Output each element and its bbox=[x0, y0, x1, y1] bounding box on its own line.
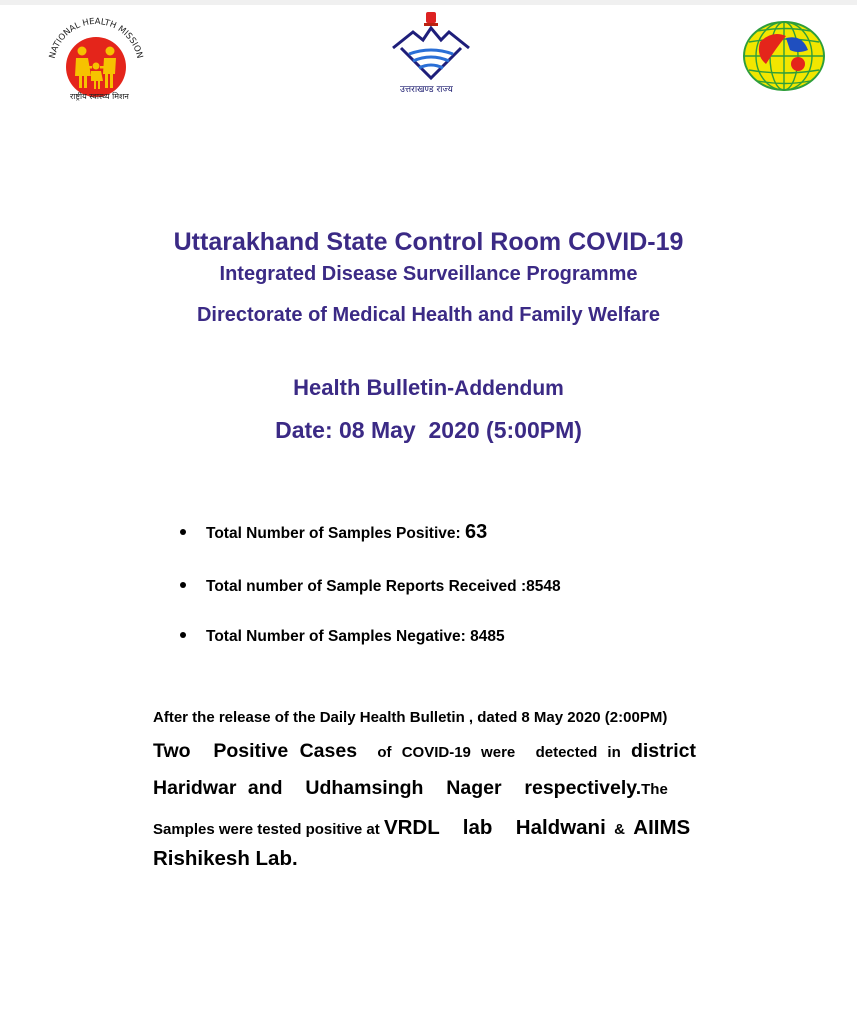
paragraph-line-2-a: Two Positive Cases bbox=[153, 740, 358, 762]
idsp-globe-logo bbox=[742, 20, 826, 92]
bullet-dot-icon bbox=[180, 529, 186, 535]
positive-label: Total Number of Samples Positive: bbox=[206, 525, 465, 542]
list-item-positive bbox=[180, 521, 487, 544]
top-strip bbox=[0, 0, 857, 5]
bulletin-title-main: Health Bulletin bbox=[293, 375, 448, 400]
programme-subtitle: Integrated Disease Surveillance Programme bbox=[219, 263, 638, 285]
list-item-received bbox=[180, 578, 561, 596]
nhm-caption: राष्ट्रीय स्वास्थ्य मिशन bbox=[70, 92, 129, 101]
list-item-negative bbox=[180, 628, 505, 646]
bulletin-title bbox=[0, 375, 857, 401]
received-label: Total number of Sample Reports Received : bbox=[206, 578, 527, 595]
ashoka-emblem-icon bbox=[424, 12, 438, 26]
paragraph-line-3-b: The bbox=[641, 781, 668, 798]
paragraph-line-1: After the release of the Daily Health Bulletin , dated 8 May 2020 (2:00PM) bbox=[153, 709, 668, 726]
directorate-subtitle: Directorate of Medical Health and Family Welfare bbox=[196, 304, 661, 326]
negative-value: 8485 bbox=[470, 628, 505, 645]
paragraph-line-2 bbox=[153, 740, 696, 763]
negative-label: Total Number of Samples Negative: bbox=[206, 628, 471, 645]
paragraph-line-4-c: & bbox=[605, 821, 634, 838]
received-value: 8548 bbox=[526, 578, 561, 595]
paragraph-line-2-b: of COVID-19 were detected in bbox=[357, 744, 631, 761]
paragraph-line-3-a: Haridwar and Udhamsingh Nager respectively. bbox=[153, 777, 642, 799]
paragraph-line-5: Rishikesh Lab. bbox=[153, 847, 298, 870]
nhm-arc-text: NATIONAL HEALTH MISSION bbox=[47, 16, 145, 60]
mountains-icon bbox=[393, 28, 469, 48]
paragraph-line-4 bbox=[153, 816, 690, 840]
paragraph-line-4-d: AIIMS bbox=[633, 816, 691, 839]
paragraph-line-4-a: Samples were tested positive at bbox=[153, 821, 384, 838]
bulletin-date: Date: 08 May 2020 (5:00PM) bbox=[275, 417, 582, 443]
bulletin-title-suffix: -Addendum bbox=[447, 377, 564, 400]
bullet-dot-icon bbox=[180, 582, 186, 588]
paragraph-line-3 bbox=[153, 777, 668, 800]
paragraph-line-4-b: VRDL lab Haldwani bbox=[383, 816, 606, 839]
positive-value: 63 bbox=[464, 521, 488, 543]
uttarakhand-caption: उत्तराखण्ड राज्य bbox=[400, 85, 453, 95]
paragraph-line-2-c: district bbox=[630, 740, 696, 762]
river-icon bbox=[409, 50, 453, 54]
page-title: Uttarakhand State Control Room COVID-19 bbox=[173, 228, 684, 256]
bullet-dot-icon bbox=[180, 632, 186, 638]
